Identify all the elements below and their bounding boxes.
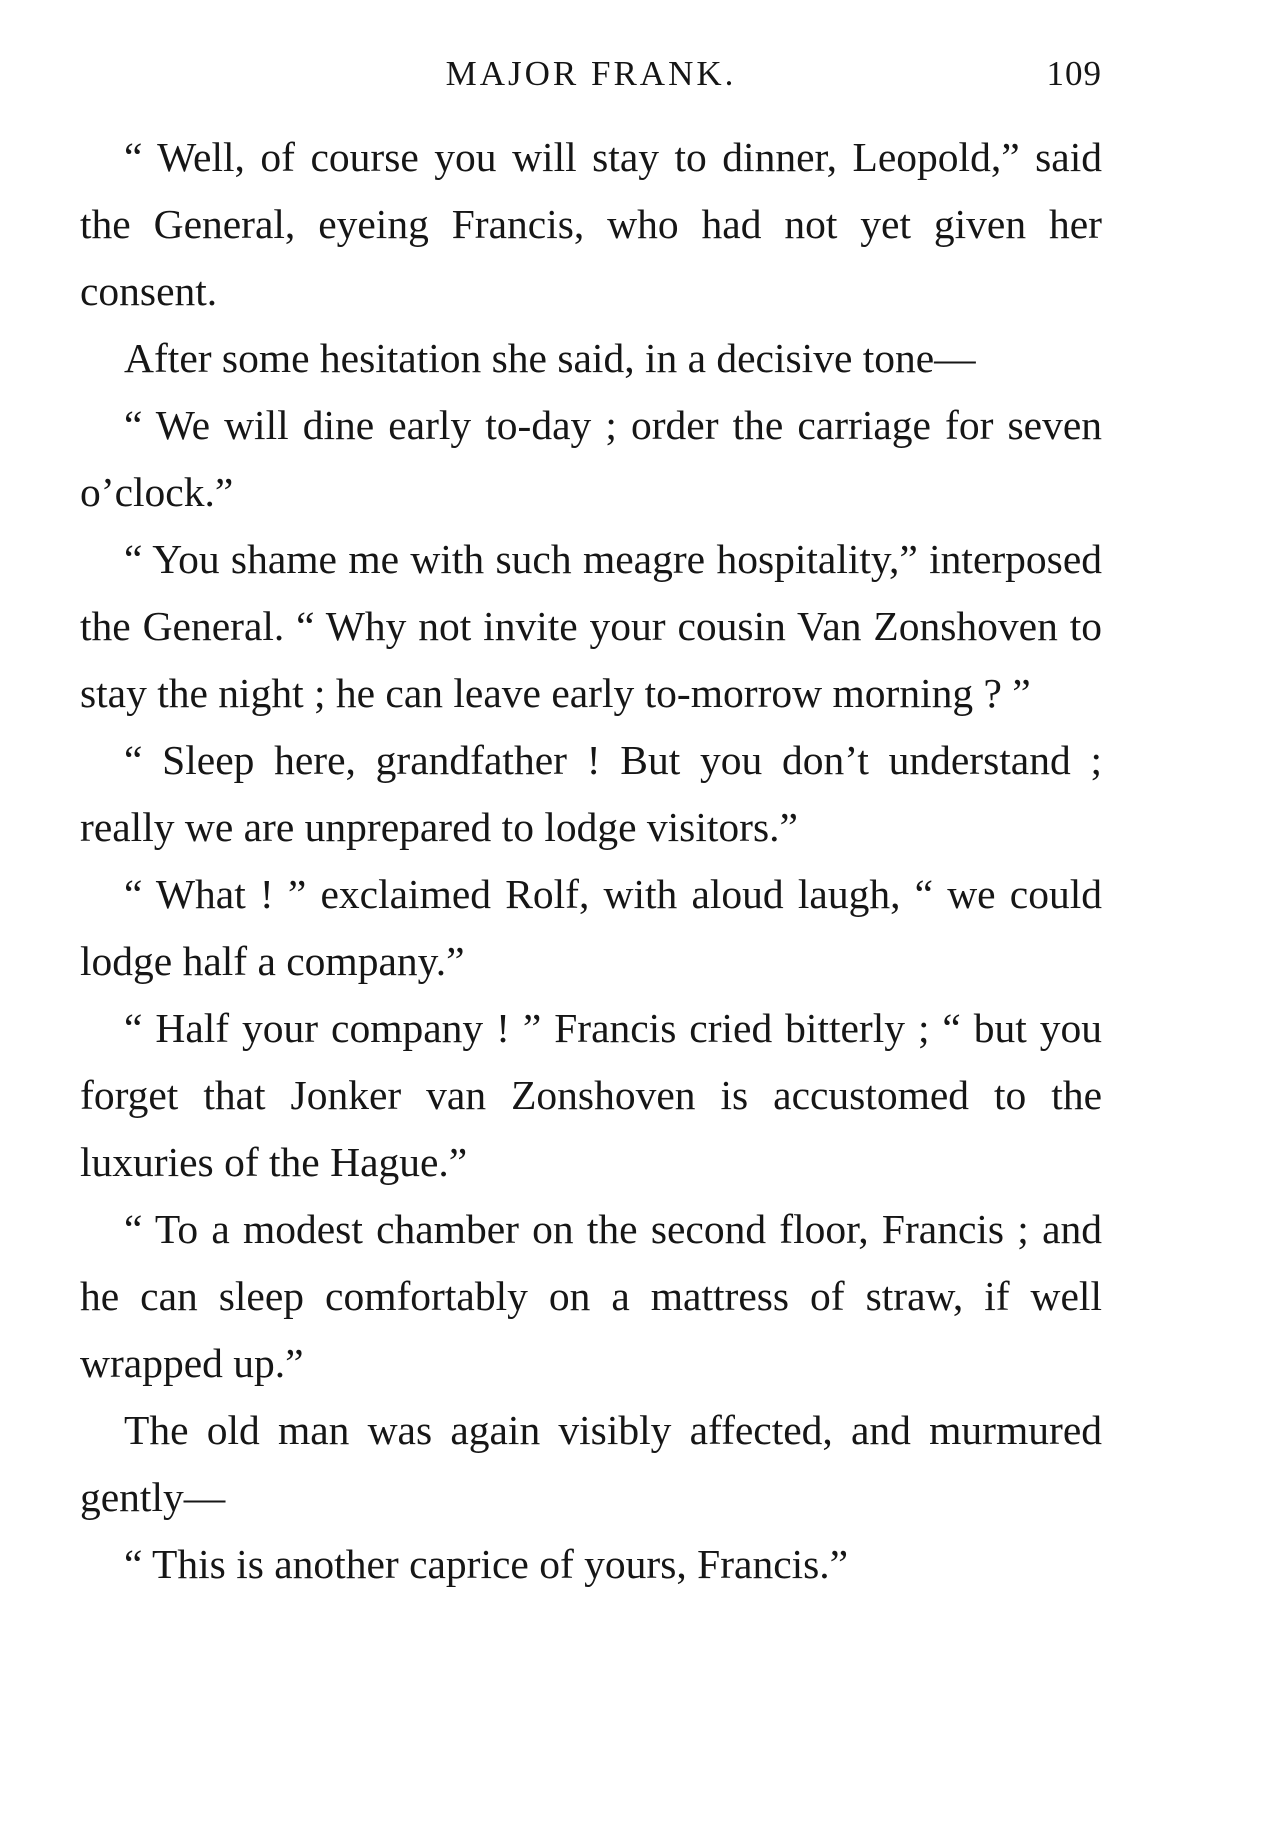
paragraph: The old man was again visibly affected, and murmured gently— <box>80 1407 1102 1520</box>
paragraph: “ Half your company ! ” Francis cried bitterly ; “ but you forget that Jonker van Zonshoven is accustomed to the luxuries of the Hague.” <box>80 1005 1102 1185</box>
paragraph: “ To a modest chamber on the second floor, Francis ; and he can sleep comfortably on a mattress of straw, if well wrapped up.” <box>80 1206 1102 1386</box>
paragraph: “ Sleep here, grandfather ! But you don’t understand ; really we are unprepared to lodge visitors.” <box>80 737 1102 850</box>
paragraph: “ We will dine early to-day ; order the carriage for seven o’clock.” <box>80 402 1102 515</box>
paragraph: “ This is another caprice of yours, Francis.” <box>124 1541 849 1587</box>
paragraph: “ You shame me with such meagre hospitality,” interposed the General. “ Why not invite your cousin Van Zonshoven to stay the night ; he can leave early to-morrow morning ? ” <box>80 536 1102 716</box>
paragraph: “ Well, of course you will stay to dinner, Leopold,” said the General, eyeing Francis, who had not yet given her consent. <box>80 134 1102 314</box>
page-number: 109 <box>1046 54 1102 93</box>
paragraph: “ What ! ” exclaimed Rolf, with aloud laugh, “ we could lodge half a company.” <box>80 871 1102 984</box>
body-text <box>80 124 1102 1598</box>
paragraph: After some hesitation she said, in a decisive tone— <box>124 335 976 381</box>
running-head <box>80 48 1102 104</box>
running-title: MAJOR FRANK. <box>445 54 737 93</box>
